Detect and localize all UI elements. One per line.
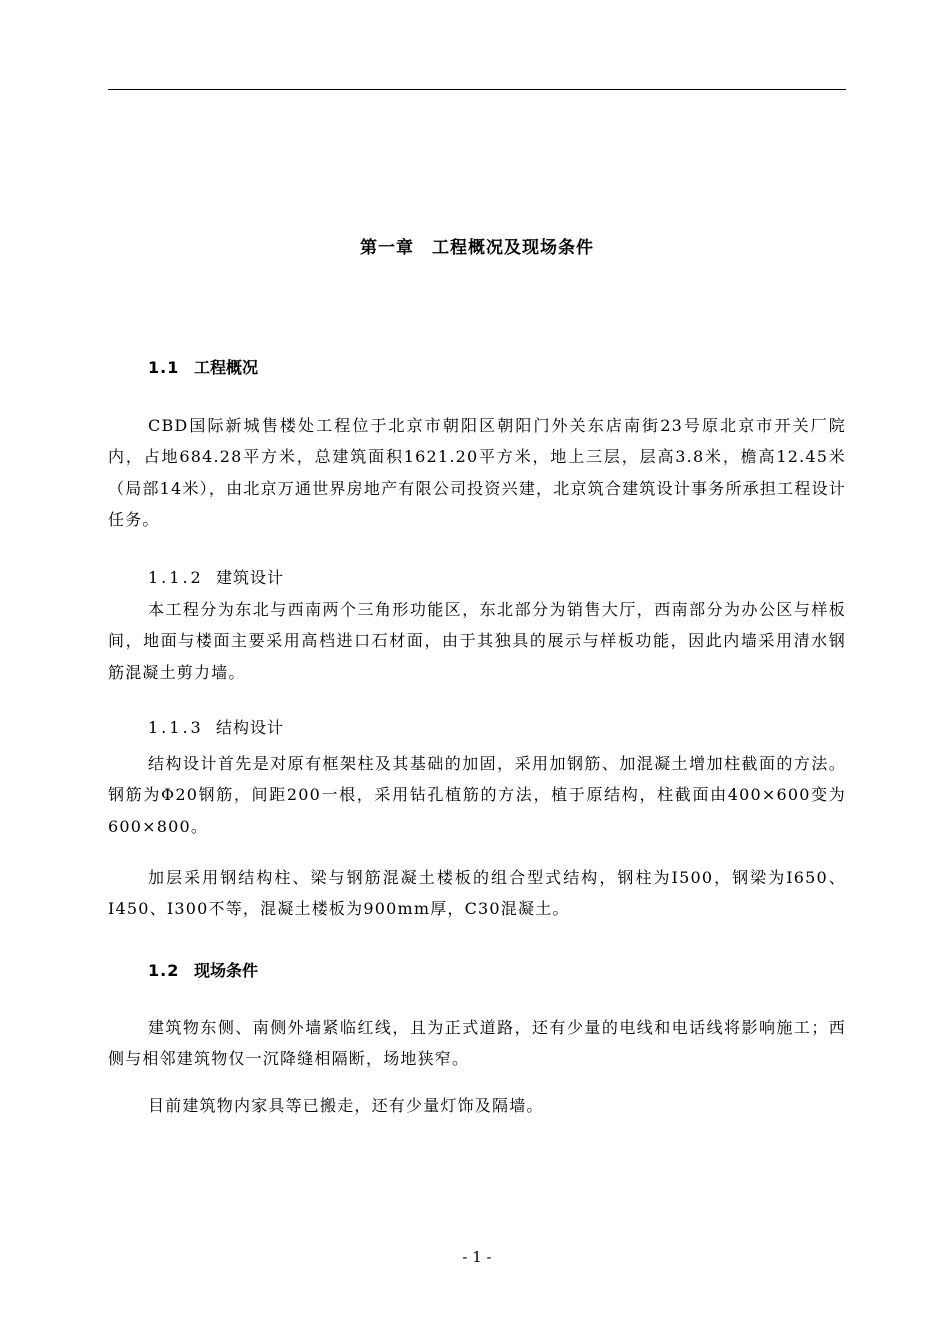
subsection-number: 1.1.3	[148, 718, 204, 737]
paragraph-architectural-design: 本工程分为东北与西南两个三角形功能区，东北部分为销售大厅，西南部分为办公区与样板间，地面与楼面主要采用高档进口石材面，由于其独具的展示与样板功能，因此内墙采用清水钢筋混凝土剪力墙。	[108, 600, 846, 682]
section-heading-1-1	[148, 355, 258, 381]
section-number: 1.1	[148, 358, 180, 377]
paragraph-interior-status: 目前建筑物内家具等已搬走，还有少量灯饰及隔墙。	[148, 1096, 544, 1115]
paragraph-structural-design: 结构设计首先是对原有框架柱及其基础的加固，采用加钢筋、加混凝土增加柱截面的方法。钢筋为Φ20钢筋，间距200一根，采用钻孔植筋的方法，植于原结构，柱截面由400×600变为600×800。	[108, 754, 846, 836]
page-number: - 1 -	[462, 1248, 492, 1266]
paragraph-added-floors: 加层采用钢结构柱、梁与钢筋混凝土楼板的组合型式结构，钢柱为I500，钢梁为I650、I450、I300不等，混凝土楼板为900mm厚，C30混凝土。	[108, 868, 846, 919]
paragraph-site-conditions: 建筑物东侧、南侧外墙紧临红线，且为正式道路，还有少量的电线和电话线将影响施工；西侧与相邻建筑物仅一沉降缝相隔断，场地狭窄。	[108, 1018, 846, 1069]
subsection-number: 1.1.2	[148, 568, 204, 587]
section-number: 1.2	[148, 961, 180, 980]
paragraph-project-overview: CBD国际新城售楼处工程位于北京市朝阳区朝阳门外关东店南街23号原北京市开关厂院内，占地684.28平方米，总建筑面积1621.20平方米，地上三层，层高3.8米，檐高12.45米（局部14米），由北京万通世界房地产有限公司投资兴建，北京筑合建筑设计事务所承担工程设计任务。	[108, 416, 846, 529]
subsection-title: 结构设计	[216, 718, 285, 737]
subsection-heading-1-1-2	[148, 562, 284, 593]
chapter-title: 第一章 工程概况及现场条件	[360, 238, 594, 258]
subsection-title: 建筑设计	[216, 568, 285, 587]
header-rule	[108, 89, 846, 90]
subsection-heading-1-1-3	[148, 712, 284, 743]
section-heading-1-2	[148, 958, 258, 984]
section-title: 工程概况	[194, 358, 259, 377]
section-title: 现场条件	[194, 961, 259, 980]
